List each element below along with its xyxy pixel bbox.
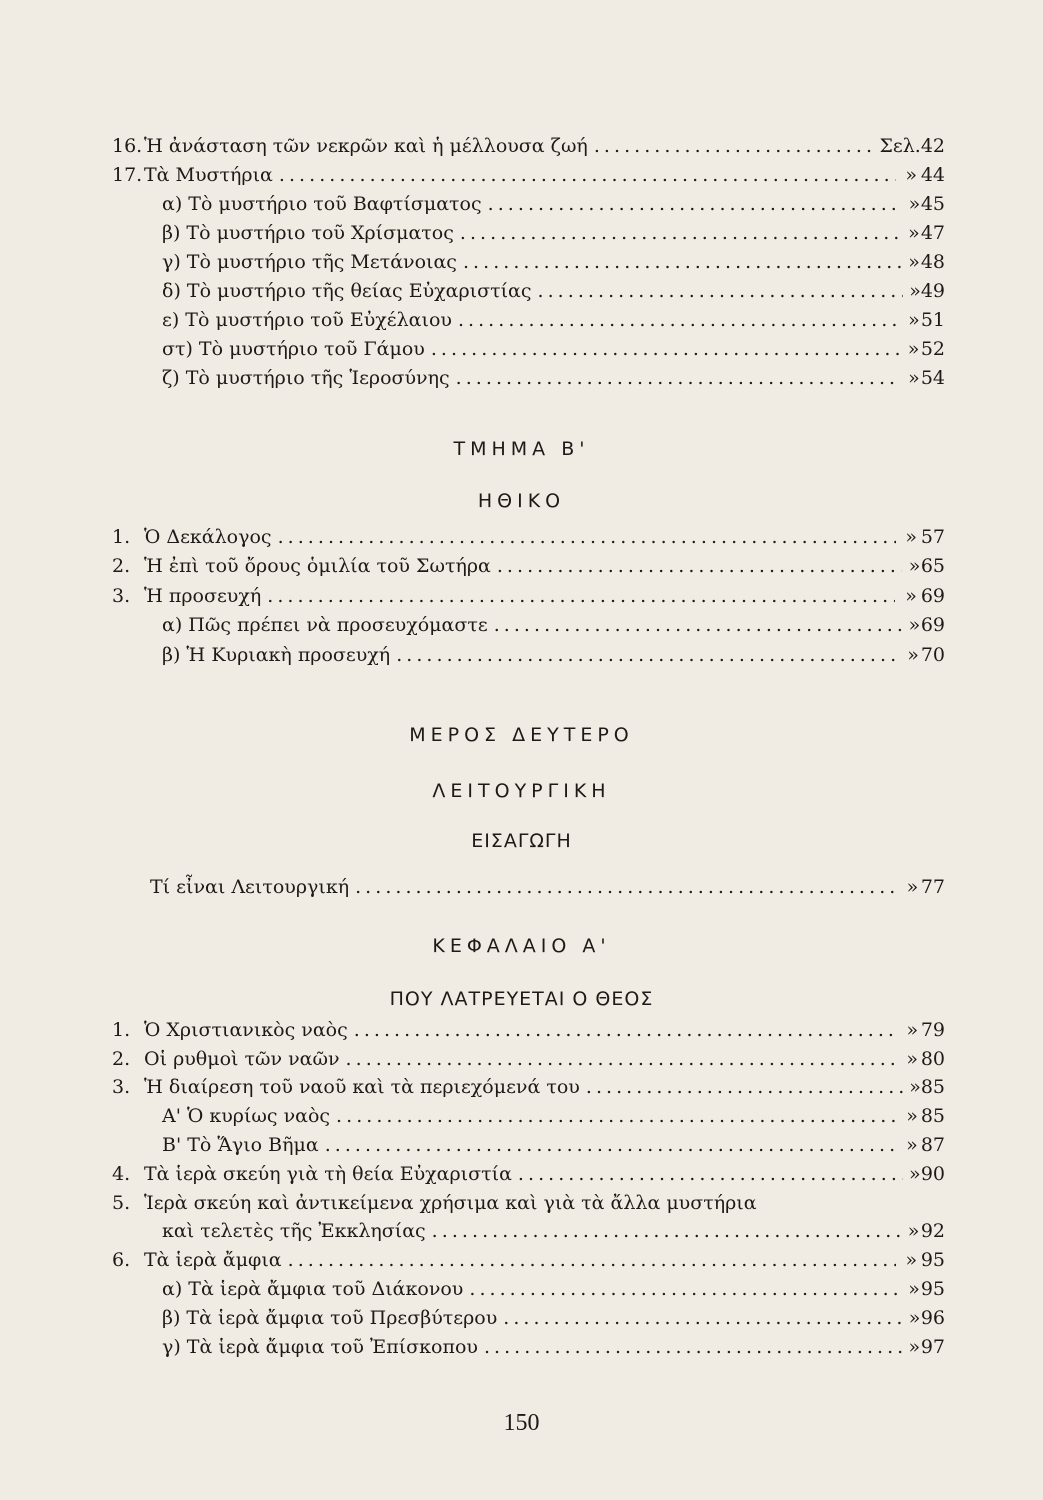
toc-entry [112, 157, 945, 186]
toc-entry-title: α) Τὸ μυστήριο τοῦ Βαφτίσματος [162, 193, 482, 215]
toc-entry-ref: Σελ. [879, 135, 921, 157]
toc-leader-dots [354, 1019, 898, 1041]
toc-entry-number: 3. [112, 584, 131, 607]
toc-entry-number: 1. [112, 1018, 131, 1041]
toc-entry-title: α) Πῶς πρέπει νὰ προσευχόμαστε [162, 614, 488, 636]
toc-entry-page: 77 [920, 876, 945, 898]
toc-entry-number: 2. [112, 1047, 131, 1070]
heading-leitourgiki: ΛΕΙΤΟΥΡΓΙΚΗ [432, 780, 611, 802]
toc-entry-page: 95 [920, 1249, 945, 1272]
toc-leader-dots [346, 1048, 898, 1070]
toc-leader-dots [288, 1249, 896, 1271]
toc-entry [112, 215, 945, 244]
toc-entry-page: 51 [920, 309, 945, 331]
toc-leader-dots [431, 338, 900, 360]
toc-section-sacraments [112, 128, 945, 389]
toc-entry-page: 57 [920, 525, 945, 548]
toc-leader-dots [594, 135, 874, 157]
toc-entry-title: β) Τὸ μυστήριο τοῦ Χρίσματος [162, 222, 454, 244]
toc-entry-number: 2. [112, 555, 131, 577]
toc-entry-title: Ἡ ἀνάσταση τῶν νεκρῶν καὶ ἡ μέλλουσα ζωή [144, 135, 588, 157]
toc-entry-title: β) Τὰ ἱερὰ ἄμφια τοῦ Πρεσβύτερου [162, 1306, 498, 1329]
toc-entry-number: 17. [112, 164, 143, 186]
toc-entry [112, 858, 945, 898]
toc-entry-ref: » [907, 338, 920, 360]
toc-entry [112, 518, 945, 548]
toc-entry-page: 87 [920, 1133, 945, 1156]
toc-entry-ref: » [908, 1277, 920, 1300]
toc-entry-number: 6. [112, 1249, 131, 1272]
toc-entry-title: Τὰ Μυστήρια [144, 164, 273, 186]
toc-entry [112, 1214, 945, 1243]
toc-leader-dots [488, 193, 902, 215]
toc-entry-ref: » [907, 643, 919, 666]
toc-entry [112, 331, 945, 360]
toc-entry-ref: » [908, 222, 920, 244]
heading-kefalaio-a: ΚΕΦΑΛΑΙΟ Α' [432, 935, 611, 957]
toc-leader-dots [484, 1336, 902, 1358]
toc-entry-title: Ὁ Χριστιανικὸς ναὸς [144, 1018, 348, 1041]
toc-entry-page: 85 [920, 1105, 945, 1128]
toc-entry-page: 42 [920, 135, 945, 157]
toc-entry-ref: » [908, 1306, 921, 1329]
toc-entry-title: δ) Τὸ μυστήριο τῆς θείας Εὐχαριστίας [162, 280, 532, 302]
toc-entry [112, 360, 945, 389]
toc-entry-page: 70 [920, 643, 945, 666]
toc-entry [112, 1185, 945, 1214]
toc-entry [112, 636, 945, 666]
toc-entry [112, 577, 945, 607]
toc-entry-title: α) Τὰ ἱερὰ ἄμφια τοῦ Διάκονου [162, 1277, 464, 1300]
toc-leader-dots [396, 644, 899, 666]
toc-entry-ref: » [906, 1105, 918, 1128]
toc-leader-dots [497, 555, 902, 577]
toc-entry-ref: » [908, 614, 921, 636]
toc-entry-ref: » [906, 876, 919, 898]
toc-entry-page: 90 [920, 1162, 945, 1185]
heading-eisagogi: ΕΙΣΑΓΩΓΗ [471, 830, 572, 852]
toc-entry [112, 244, 945, 273]
page-number: 150 [503, 1410, 540, 1436]
toc-entry-title: Ἡ διαίρεση τοῦ ναοῦ καὶ τὰ περιεχόμενά του [144, 1076, 580, 1099]
toc-entry [112, 1329, 945, 1358]
toc-leader-dots [503, 1307, 902, 1329]
toc-entry-title: Ἱερὰ σκεύη καὶ ἀντικείμενα χρήσιμα καὶ γιὰ τὰ ἄλλα μυστήρια [144, 1191, 757, 1214]
toc-entry [112, 1098, 945, 1127]
toc-leader-dots [494, 614, 902, 636]
toc-entry [112, 1070, 945, 1099]
toc-entry-ref: » [908, 193, 921, 215]
toc-leader-dots [432, 1220, 901, 1242]
toc-entry-ref: » [908, 251, 920, 273]
toc-entry-page: 80 [920, 1047, 945, 1070]
toc-entry-number: 4. [112, 1162, 131, 1185]
toc-entry-ref: » [906, 1018, 919, 1041]
toc-entry-title: στ) Τὸ μυστήριο τοῦ Γάμου [162, 338, 425, 360]
toc-entry-title: Ὁ Δεκάλογος [144, 525, 272, 548]
toc-entry-ref: » [905, 164, 918, 186]
toc-entry [112, 273, 945, 302]
toc-section-ithiko [112, 518, 945, 666]
toc-entry-title: Ἡ προσευχή [144, 584, 262, 607]
toc-entry [112, 548, 945, 578]
toc-entry-ref: » [905, 584, 917, 607]
toc-entry-title: γ) Τὸ μυστήριο τῆς Μετάνοιας [162, 251, 457, 273]
heading-tmima-b: ΤΜΗΜΑ Β' [453, 438, 590, 460]
toc-section-latreia [112, 1012, 945, 1358]
toc-entry-ref: » [908, 309, 920, 331]
toc-entry-page: 65 [920, 555, 945, 577]
toc-entry [112, 607, 945, 637]
toc-entry-number: 5. [112, 1191, 131, 1214]
toc-entry-ref: » [905, 1249, 918, 1272]
toc-entry-number: 3. [112, 1076, 131, 1099]
toc-entry [112, 302, 945, 331]
toc-entry-page: 69 [920, 584, 945, 607]
toc-entry-ref: » [906, 1047, 919, 1070]
toc-entry-title: ζ) Τὸ μυστήριο τῆς Ἱεροσύνης [162, 367, 450, 389]
toc-entry-title: Τί εἶναι Λειτουργική [150, 876, 350, 898]
toc-entry-title: Τὰ ἱερὰ σκεύη γιὰ τὴ θεία Εὐχαριστία [144, 1162, 512, 1185]
toc-leader-dots [336, 1105, 897, 1127]
toc-entry-page: 45 [920, 193, 945, 215]
heading-pou-latreuetai: ΠΟΥ ΛΑΤΡΕΥΕΤΑΙ Ο ΘΕΟΣ [389, 988, 654, 1010]
toc-entry [112, 128, 945, 157]
toc-leader-dots [460, 222, 901, 244]
toc-entry [112, 186, 945, 215]
toc-entry-page: 49 [920, 280, 945, 302]
toc-entry-number: 16. [112, 135, 143, 157]
toc-leader-dots [267, 585, 895, 607]
toc-entry-page: 79 [920, 1018, 945, 1041]
toc-entry-page: 69 [920, 614, 945, 636]
toc-entry-page: 92 [920, 1220, 945, 1243]
toc-leader-dots [458, 309, 901, 331]
toc-entry [112, 1271, 945, 1300]
toc-leader-dots [278, 526, 896, 548]
toc-entry-ref: » [907, 1220, 920, 1243]
toc-leader-dots [325, 1134, 897, 1156]
toc-entry-ref: » [909, 280, 921, 302]
toc-entry-ref: » [908, 555, 921, 577]
toc-section-eisagogi [112, 858, 945, 898]
toc-entry-number: 1. [112, 525, 131, 548]
toc-entry [112, 1012, 945, 1041]
toc-entry-ref: » [905, 525, 918, 548]
toc-entry-ref: » [908, 1335, 921, 1358]
toc-leader-dots [586, 1076, 903, 1098]
toc-entry-page: 85 [920, 1076, 945, 1099]
toc-leader-dots [463, 251, 901, 273]
toc-entry-page: 44 [920, 164, 945, 186]
toc-entry-title: Β' Τὸ Ἅγιο Βῆμα [162, 1133, 319, 1156]
toc-entry [112, 1127, 945, 1156]
toc-entry-title: καὶ τελετὲς τῆς Ἐκκλησίας [162, 1220, 426, 1243]
toc-entry-ref: » [909, 1076, 921, 1099]
heading-ithiko: ΗΘΙΚΟ [477, 490, 566, 512]
toc-entry-title: ε) Τὸ μυστήριο τοῦ Εὐχέλαιου [162, 309, 452, 331]
toc-entry-page: 47 [920, 222, 945, 244]
toc-leader-dots [469, 1278, 901, 1300]
toc-entry-title: Οἱ ρυθμοὶ τῶν ναῶν [144, 1047, 340, 1070]
toc-entry-page: 95 [920, 1277, 945, 1300]
toc-leader-dots [355, 876, 898, 898]
heading-meros-deutero: ΜΕΡΟΣ ΔΕΥΤΕΡΟ [409, 724, 634, 746]
toc-entry-page: 48 [920, 251, 945, 273]
toc-leader-dots [518, 1163, 903, 1185]
toc-entry-title: β) Ἡ Κυριακὴ προσευχή [162, 643, 391, 666]
toc-entry-title: Τὰ ἱερὰ ἄμφια [144, 1249, 282, 1272]
toc-entry [112, 1242, 945, 1271]
toc-entry-page: 52 [920, 338, 945, 360]
toc-entry-title: Α' Ὁ κυρίως ναὸς [162, 1105, 331, 1128]
toc-leader-dots [279, 164, 896, 186]
toc-entry-ref: » [906, 1133, 918, 1156]
toc-leader-dots [538, 280, 904, 302]
toc-entry [112, 1041, 945, 1070]
toc-entry [112, 1300, 945, 1329]
toc-entry-title: Ἡ ἐπὶ τοῦ ὄρους ὁμιλία τοῦ Σωτήρα [144, 555, 491, 577]
toc-entry-ref: » [909, 1162, 921, 1185]
toc-entry-title: γ) Τὰ ἱερὰ ἄμφια τοῦ Ἐπίσκοπου [162, 1335, 478, 1358]
toc-entry-page: 54 [920, 367, 945, 389]
toc-entry-page: 97 [920, 1335, 945, 1358]
toc-entry-page: 96 [920, 1306, 945, 1329]
toc-entry-ref: » [908, 367, 920, 389]
toc-leader-dots [456, 367, 901, 389]
toc-entry [112, 1156, 945, 1185]
